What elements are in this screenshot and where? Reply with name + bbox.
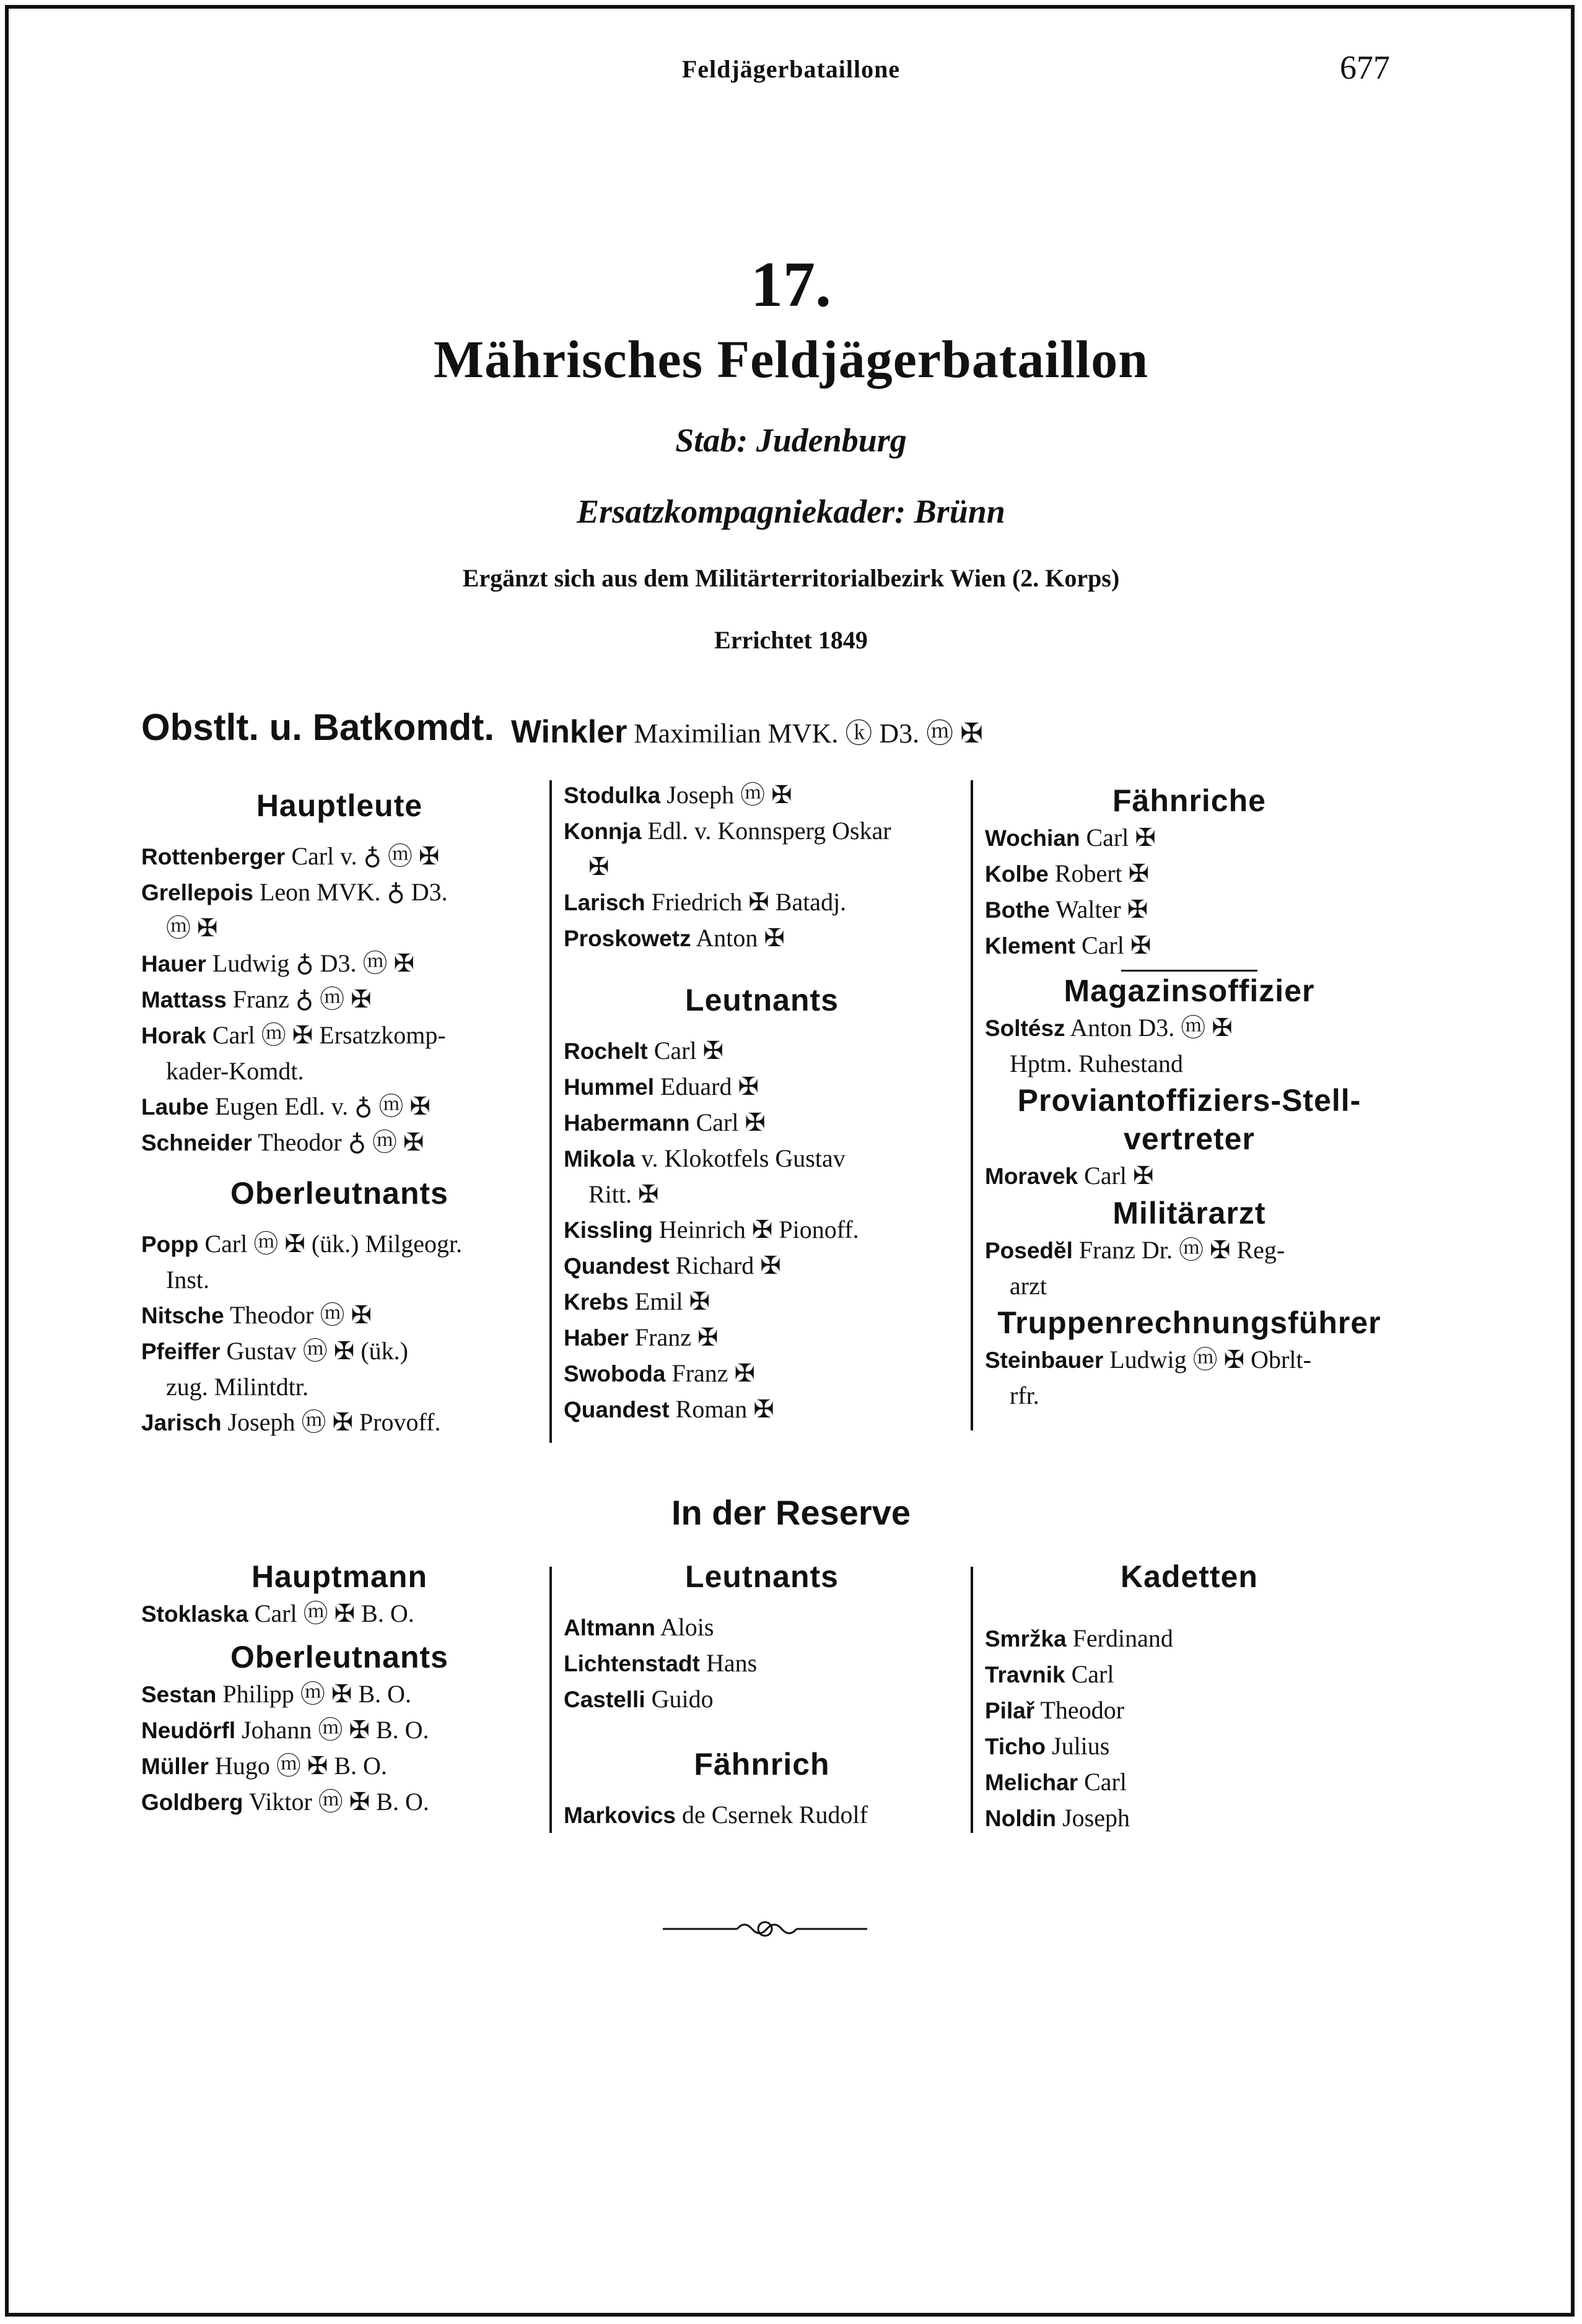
surname: Kolbe bbox=[985, 861, 1049, 887]
entry-details: Theodor ⓜ ✠ bbox=[229, 1301, 372, 1329]
surname: Ticho bbox=[985, 1734, 1046, 1759]
entry-details: Leon MVK. ♁ D3. bbox=[259, 878, 448, 906]
entry-details: Robert ✠ bbox=[1054, 860, 1150, 887]
entry-details: Guido bbox=[651, 1685, 714, 1713]
entry-details: Edl. v. Konnsperg Oskar bbox=[647, 817, 891, 845]
personnel-entry bbox=[141, 874, 538, 946]
entry-details: Roman ✠ bbox=[675, 1395, 774, 1423]
reserve-hauptmann-list bbox=[141, 1596, 538, 1632]
column-divider bbox=[971, 780, 973, 1430]
entry-details: Joseph ⓜ ✠ bbox=[666, 781, 792, 809]
surname: Posedĕl bbox=[985, 1238, 1073, 1263]
commander-details: Maximilian MVK. ⓚ D3. ⓜ ✠ bbox=[634, 718, 983, 749]
entry-details: Joseph ⓜ ✠ Provoff. bbox=[227, 1408, 441, 1436]
column-divider bbox=[549, 780, 552, 1443]
entry-details: Franz Dr. ⓜ ✠ Reg- bbox=[1078, 1236, 1285, 1264]
personnel-entry bbox=[985, 1656, 1394, 1692]
surname: Stodulka bbox=[564, 783, 661, 808]
surname: Noldin bbox=[985, 1806, 1057, 1831]
entry-details: Ludwig ⓜ ✠ Obrlt- bbox=[1109, 1346, 1311, 1373]
personnel-entry bbox=[141, 1125, 538, 1160]
entry-continuation: arzt bbox=[1010, 1272, 1047, 1300]
personnel-entry bbox=[564, 1033, 960, 1069]
entry-details: Johann ⓜ ✠ B. O. bbox=[242, 1716, 429, 1744]
surname: Quandest bbox=[564, 1253, 670, 1279]
surname: Schneider bbox=[141, 1130, 252, 1155]
section-heading-faehnriche: Fähnriche bbox=[1112, 783, 1266, 818]
entry-continuation: rfr. bbox=[1010, 1382, 1039, 1409]
section-heading-proviant: Proviantoffiziers-Stell-vertreter bbox=[1017, 1083, 1361, 1156]
surname: Travnik bbox=[985, 1662, 1065, 1687]
personnel-entry bbox=[564, 1212, 960, 1248]
entry-details: Carl ⓜ ✠ Ersatzkomp- bbox=[212, 1021, 446, 1049]
entry-details: Walter ✠ bbox=[1055, 895, 1148, 923]
surname: Rochelt bbox=[564, 1038, 648, 1064]
surname: Hummel bbox=[564, 1074, 654, 1100]
surname: Castelli bbox=[564, 1687, 645, 1712]
surname: Grellepois bbox=[141, 880, 253, 905]
surname: Neudörfl bbox=[141, 1718, 236, 1743]
personnel-entry bbox=[985, 1232, 1394, 1303]
surname: Popp bbox=[141, 1232, 199, 1257]
section-heading-kadetten: Kadetten bbox=[1121, 1559, 1258, 1594]
column-divider bbox=[971, 1567, 973, 1833]
active-column-3 bbox=[985, 781, 1394, 1413]
entry-details: de Csernek Rudolf bbox=[682, 1801, 868, 1829]
entry-details: Franz ✠ bbox=[671, 1359, 756, 1387]
personnel-entry bbox=[564, 813, 960, 884]
hauptleute-list bbox=[141, 838, 538, 1160]
entry-continuation: Ritt. ✠ bbox=[588, 1180, 659, 1208]
page-number: 677 bbox=[1340, 49, 1390, 86]
personnel-entry bbox=[985, 856, 1394, 892]
surname: Goldberg bbox=[141, 1790, 243, 1815]
entry-details: Ludwig ♁ D3. ⓜ ✠ bbox=[212, 949, 414, 977]
reserve-column-3 bbox=[985, 1557, 1394, 1836]
entry-details: Gustav ⓜ ✠ (ük.) bbox=[226, 1337, 408, 1365]
personnel-entry bbox=[564, 1284, 960, 1320]
personnel-entry bbox=[141, 1017, 538, 1089]
hauptleute-continued-list bbox=[564, 777, 960, 956]
oberleutnants-list bbox=[141, 1226, 538, 1440]
entry-details: Richard ✠ bbox=[675, 1251, 781, 1279]
entry-details: Carl ✠ bbox=[653, 1037, 724, 1064]
personnel-entry bbox=[985, 1800, 1394, 1836]
surname: Müller bbox=[141, 1754, 209, 1779]
section-heading-reserve-faehnrich: Fähnrich bbox=[694, 1747, 830, 1782]
entry-details: Ferdinand bbox=[1072, 1624, 1173, 1652]
reserve-title: In der Reserve bbox=[671, 1493, 911, 1532]
active-column-2 bbox=[564, 777, 960, 1427]
entry-continuation: kader-Komdt. bbox=[166, 1057, 304, 1085]
commander-name: Winkler bbox=[511, 714, 627, 750]
surname: Quandest bbox=[564, 1397, 670, 1422]
entry-details: v. Klokotfels Gustav bbox=[641, 1144, 846, 1172]
kadetten-list bbox=[985, 1621, 1394, 1836]
surname: Hauer bbox=[141, 951, 206, 977]
surname: Konnja bbox=[564, 819, 642, 844]
surname: Jarisch bbox=[141, 1410, 222, 1435]
entry-details: Eduard ✠ bbox=[660, 1073, 759, 1100]
entry-details: Carl v. ♁ ⓜ ✠ bbox=[291, 842, 440, 870]
personnel-entry bbox=[564, 1609, 960, 1645]
surname: Nitsche bbox=[141, 1303, 224, 1328]
section-heading-oberleutnants: Oberleutnants bbox=[230, 1176, 448, 1211]
entry-details: Heinrich ✠ Pionoff. bbox=[658, 1216, 859, 1243]
personnel-entry bbox=[564, 777, 960, 813]
entry-details: Franz ♁ ⓜ ✠ bbox=[232, 985, 372, 1013]
reserve-faehnrich-list bbox=[564, 1797, 960, 1833]
ornament-icon bbox=[663, 1917, 867, 1941]
personnel-entry bbox=[985, 1692, 1394, 1728]
surname: Soltész bbox=[985, 1016, 1065, 1041]
entry-details: Friedrich ✠ Batadj. bbox=[651, 888, 847, 916]
reserve-leutnants-list bbox=[564, 1609, 960, 1717]
section-heading-militaerarzt: Militärarzt bbox=[1112, 1196, 1266, 1230]
surname: Klement bbox=[985, 933, 1075, 959]
personnel-entry bbox=[141, 1226, 538, 1297]
personnel-entry bbox=[141, 1596, 538, 1632]
personnel-entry bbox=[985, 1728, 1394, 1764]
personnel-entry bbox=[985, 1342, 1394, 1413]
entry-details: Carl ⓜ ✠ B. O. bbox=[254, 1599, 414, 1627]
surname: Bothe bbox=[985, 897, 1050, 923]
entry-continuation: Inst. bbox=[166, 1266, 209, 1294]
entry-details: Franz ✠ bbox=[634, 1323, 719, 1351]
surname: Rottenberger bbox=[141, 844, 286, 869]
surname: Pilař bbox=[985, 1698, 1035, 1723]
commander-rank: Obstlt. u. Batkomdt. bbox=[141, 707, 494, 748]
surname: Smržka bbox=[985, 1626, 1067, 1652]
surname: Stoklaska bbox=[141, 1601, 248, 1627]
section-heading-hauptleute: Hauptleute bbox=[256, 788, 423, 823]
section-heading-leutnants: Leutnants bbox=[685, 983, 839, 1017]
surname: Krebs bbox=[564, 1289, 629, 1315]
militaerarzt-list bbox=[985, 1232, 1394, 1303]
section-heading-reserve-oberleutnants: Oberleutnants bbox=[230, 1640, 448, 1674]
entry-details: Joseph bbox=[1062, 1804, 1130, 1832]
entry-details: Alois bbox=[660, 1613, 714, 1641]
entry-details: Carl ✠ bbox=[1084, 1162, 1154, 1190]
surname: Proskowetz bbox=[564, 926, 691, 951]
personnel-entry bbox=[985, 1764, 1394, 1800]
personnel-entry bbox=[564, 1391, 960, 1427]
personnel-entry bbox=[141, 1784, 538, 1820]
personnel-entry bbox=[985, 820, 1394, 856]
surname: Mattass bbox=[141, 987, 227, 1012]
magazin-list bbox=[985, 1010, 1394, 1081]
personnel-entry bbox=[564, 1320, 960, 1356]
entry-continuation: Hptm. Ruhestand bbox=[1010, 1050, 1183, 1077]
surname: Swoboda bbox=[564, 1361, 666, 1386]
errichtet-line: Errichtet 1849 bbox=[714, 626, 868, 654]
personnel-entry bbox=[564, 1797, 960, 1833]
entry-details: Anton ✠ bbox=[696, 924, 785, 952]
entry-details: Eugen Edl. v. ♁ ⓜ ✠ bbox=[214, 1092, 430, 1120]
surname: Habermann bbox=[564, 1110, 690, 1136]
personnel-entry bbox=[141, 1089, 538, 1125]
surname: Laube bbox=[141, 1094, 209, 1120]
personnel-entry bbox=[141, 946, 538, 981]
entry-details: Carl bbox=[1071, 1660, 1114, 1688]
leutnants-list bbox=[564, 1033, 960, 1427]
section-heading-magazin: Magazinsoffizier bbox=[1064, 973, 1315, 1008]
personnel-entry bbox=[564, 1069, 960, 1105]
running-title: Feldjägerbataillone bbox=[681, 55, 901, 83]
active-column-1 bbox=[141, 786, 538, 1440]
personnel-entry bbox=[564, 920, 960, 956]
commander-entry bbox=[511, 711, 983, 751]
entry-details: Emil ✠ bbox=[634, 1287, 710, 1315]
entry-details: Carl ✠ bbox=[696, 1108, 766, 1136]
chapter-title: Mährisches Feldjägerbataillon bbox=[433, 329, 1149, 389]
surname: Melichar bbox=[985, 1770, 1078, 1795]
surname: Lichtenstadt bbox=[564, 1651, 700, 1676]
entry-details: Carl bbox=[1084, 1768, 1127, 1796]
proviant-list bbox=[985, 1158, 1394, 1194]
reserve-column-2 bbox=[564, 1557, 960, 1833]
personnel-entry bbox=[564, 1645, 960, 1681]
faehnriche-list bbox=[985, 820, 1394, 964]
entry-details: Viktor ⓜ ✠ B. O. bbox=[248, 1788, 429, 1816]
personnel-entry bbox=[985, 1010, 1394, 1081]
entry-details: Hans bbox=[706, 1649, 758, 1677]
personnel-entry bbox=[985, 1621, 1394, 1656]
surname: Altmann bbox=[564, 1615, 655, 1640]
ersatz-line: Ersatzkompagniekader: Brünn bbox=[577, 493, 1005, 530]
entry-details: Hugo ⓜ ✠ B. O. bbox=[214, 1752, 387, 1780]
surname: Sestan bbox=[141, 1682, 217, 1707]
personnel-entry bbox=[141, 1404, 538, 1440]
personnel-entry bbox=[564, 884, 960, 920]
surname: Markovics bbox=[564, 1803, 676, 1828]
section-heading-hauptmann: Hauptmann bbox=[251, 1559, 427, 1594]
personnel-entry bbox=[141, 1297, 538, 1333]
surname: Haber bbox=[564, 1325, 629, 1351]
entry-details: Theodor bbox=[1040, 1696, 1125, 1724]
surname: Steinbauer bbox=[985, 1347, 1104, 1373]
entry-details: Carl ⓜ ✠ (ük.) Milgeogr. bbox=[204, 1230, 463, 1258]
reserve-oberleutnants-list bbox=[141, 1676, 538, 1820]
personnel-entry bbox=[564, 1681, 960, 1717]
surname: Wochian bbox=[985, 825, 1080, 851]
personnel-entry bbox=[141, 838, 538, 874]
surname: Larisch bbox=[564, 890, 645, 915]
personnel-entry bbox=[985, 892, 1394, 928]
truppenrechnungsfuehrer-list bbox=[985, 1342, 1394, 1413]
entry-details: Anton D3. ⓜ ✠ bbox=[1070, 1014, 1233, 1042]
personnel-entry bbox=[564, 1356, 960, 1391]
personnel-entry bbox=[141, 1333, 538, 1404]
column-divider bbox=[549, 1567, 552, 1833]
divider-rule bbox=[1121, 970, 1257, 972]
stab-line: Stab: Judenburg bbox=[675, 422, 907, 459]
personnel-entry bbox=[141, 981, 538, 1017]
entry-continuation: ✠ bbox=[588, 853, 610, 881]
entry-continuation: zug. Milintdtr. bbox=[166, 1373, 308, 1401]
entry-details: Carl ✠ bbox=[1081, 931, 1152, 959]
personnel-entry bbox=[985, 928, 1394, 964]
personnel-entry bbox=[564, 1248, 960, 1284]
personnel-entry bbox=[141, 1712, 538, 1748]
personnel-entry bbox=[985, 1158, 1394, 1194]
entry-continuation: ⓜ ✠ bbox=[166, 914, 218, 942]
personnel-entry bbox=[141, 1676, 538, 1712]
entry-details: Philipp ⓜ ✠ B. O. bbox=[222, 1680, 412, 1708]
section-heading-reserve-leutnants: Leutnants bbox=[685, 1559, 839, 1594]
entry-details: Theodor ♁ ⓜ ✠ bbox=[258, 1128, 424, 1156]
surname: Kissling bbox=[564, 1217, 653, 1243]
ergaenzt-line: Ergänzt sich aus dem Militärterritorialbezirk Wien (2. Korps) bbox=[462, 564, 1120, 592]
surname: Horak bbox=[141, 1023, 206, 1048]
personnel-entry bbox=[564, 1105, 960, 1141]
surname: Pfeiffer bbox=[141, 1339, 221, 1364]
surname: Mikola bbox=[564, 1146, 636, 1172]
reserve-column-1 bbox=[141, 1557, 538, 1820]
personnel-entry bbox=[564, 1141, 960, 1212]
surname: Moravek bbox=[985, 1164, 1078, 1189]
personnel-entry bbox=[141, 1748, 538, 1784]
entry-details: Julius bbox=[1052, 1732, 1110, 1760]
chapter-number: 17. bbox=[751, 249, 831, 320]
section-heading-truppenrechnungsfuehrer: Truppenrechnungsführer bbox=[997, 1305, 1381, 1340]
entry-details: Carl ✠ bbox=[1086, 824, 1156, 851]
